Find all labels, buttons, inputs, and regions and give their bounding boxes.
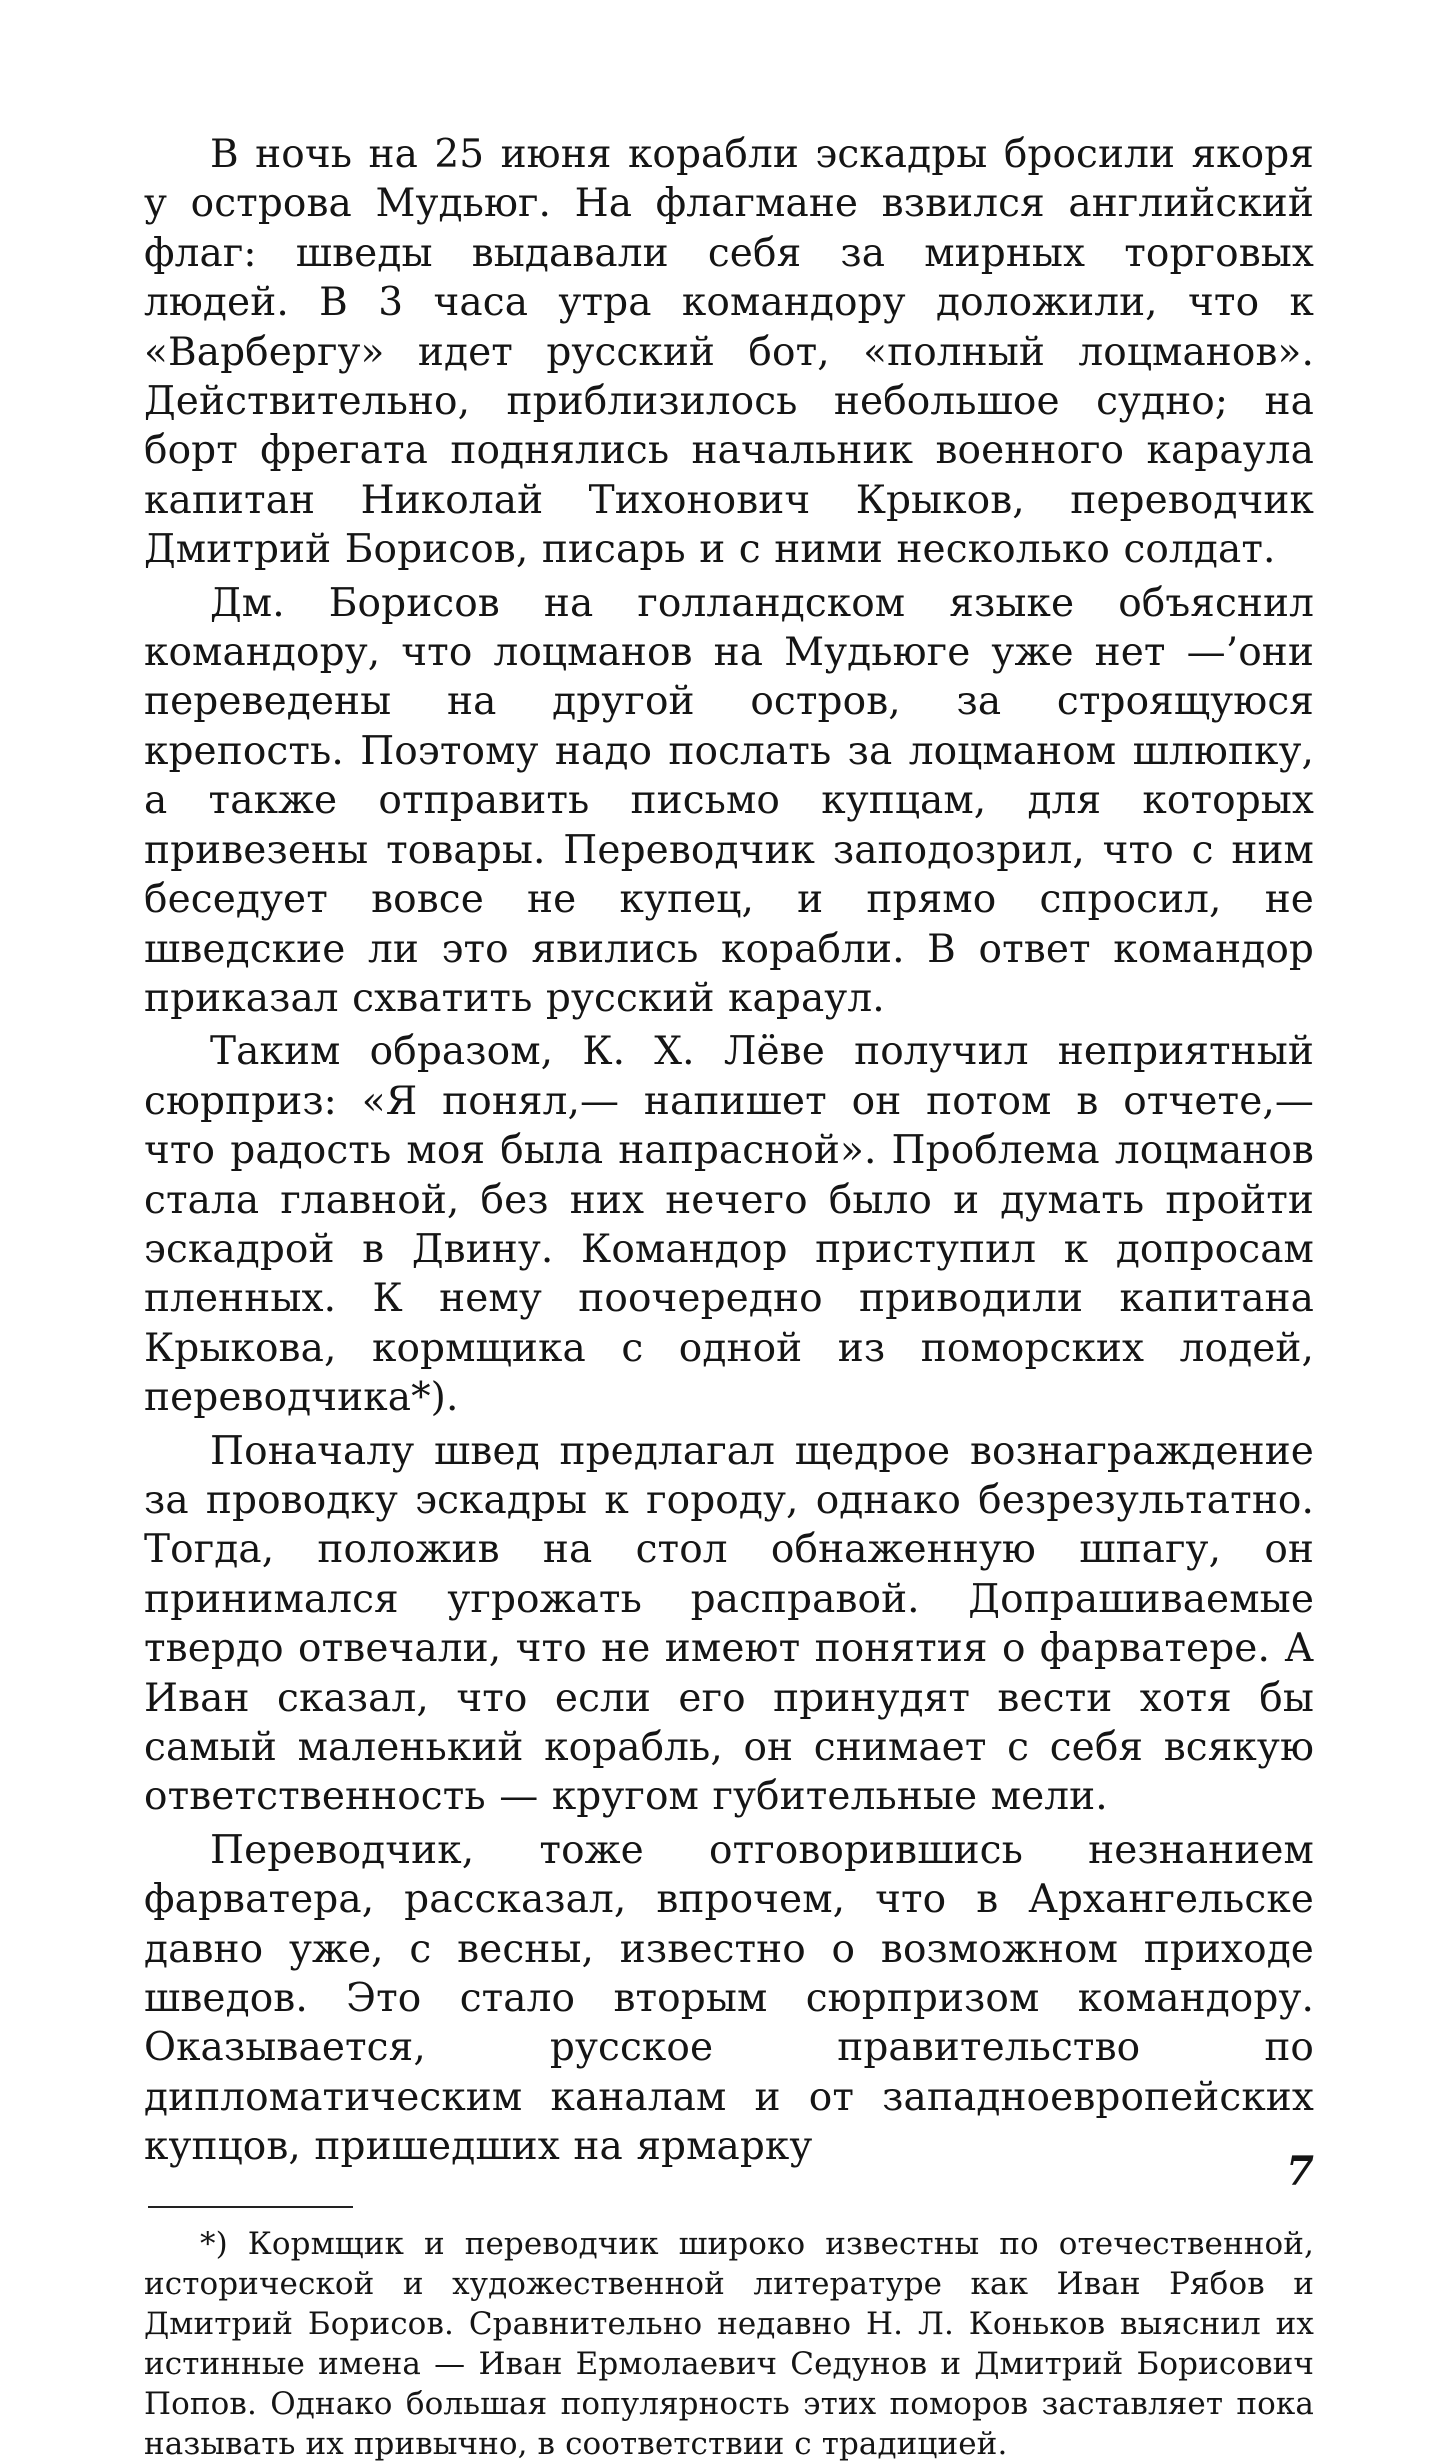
page-body: [144, 130, 1314, 2464]
paragraph-4: Поначалу швед предлагал щедрое вознаграждение за проводку эскадры к городу, однако безрезультатно. Тогда, положив на стол обнаженную шпагу, он принимался угрожать расправой. Допрашиваемые твердо отвечали, что не имеют понятия о фарватере. А Иван сказал, что если его принудят вести хотя бы самый маленький корабль, он снимает с себя всякую ответственность — кругом губительные мели.: [144, 1428, 1314, 1820]
paragraph-1: В ночь на 25 июня корабли эскадры бросили якоря у острова Мудьюг. На флагмане взвился английский флаг: шведы выдавали себя за мирных торговых людей. В 3 часа утра командору доложили, что к «Варбергу» идет русский бот, «полный лоцманов». Действительно, приблизилось небольшое судно; на борт фрегата поднялись начальник военного караула капитан Николай Тихонович Крыков, переводчик Дмитрий Борисов, писарь и с ними несколько солдат.: [144, 132, 1314, 573]
page-number: 7: [1286, 2148, 1314, 2195]
paragraph-5: Переводчик, тоже отговорившись незнанием фарватера, рассказал, впрочем, что в Архангельске давно уже, с весны, известно о возможном приходе шведов. Это стало вторым сюрпризом командору. Оказывается, русское правительство по дипломатическим каналам и от западноевропейских купцов, пришедших на ярмарку: [144, 1827, 1314, 2170]
paragraph-3: Таким образом, К. Х. Лёве получил неприятный сюрприз: «Я понял,— напишет он потом в отчете,— что радость моя была напрасной». Проблема лоцманов стала главной, без них нечего было и думать пройти эскадрой в Двину. Командор приступил к допросам пленных. К нему поочередно приводили капитана Крыкова, кормщика с одной из поморских лодей, переводчика*).: [144, 1029, 1314, 1421]
footnote-divider: [148, 2206, 353, 2208]
paragraph-2: Дм. Борисов на голландском языке объяснил командору, что лоцманов на Мудьюге уже нет —’они переведены на другой остров, за строящуюся крепость. Поэтому надо послать за лоцманом шлюпку, а также отправить письмо купцам, для которых привезены товары. Переводчик заподозрил, что с ним беседует вовсе не купец, и прямо спросил, не шведские ли это явились корабли. В ответ командор приказал схватить русский караул.: [144, 580, 1314, 1021]
footnote: *) Кормщик и переводчик широко известны по отечественной, исторической и художественной литературе как Иван Рябов и Дмитрий Борисов. Сравнительно недавно Н. Л. Коньков выяснил их истинные имена — Иван Ермолаевич Седунов и Дмитрий Борисович Попов. Однако большая популярность этих поморов заставляет пока называть их привычно, в соответствии с традицией.: [144, 2225, 1314, 2462]
